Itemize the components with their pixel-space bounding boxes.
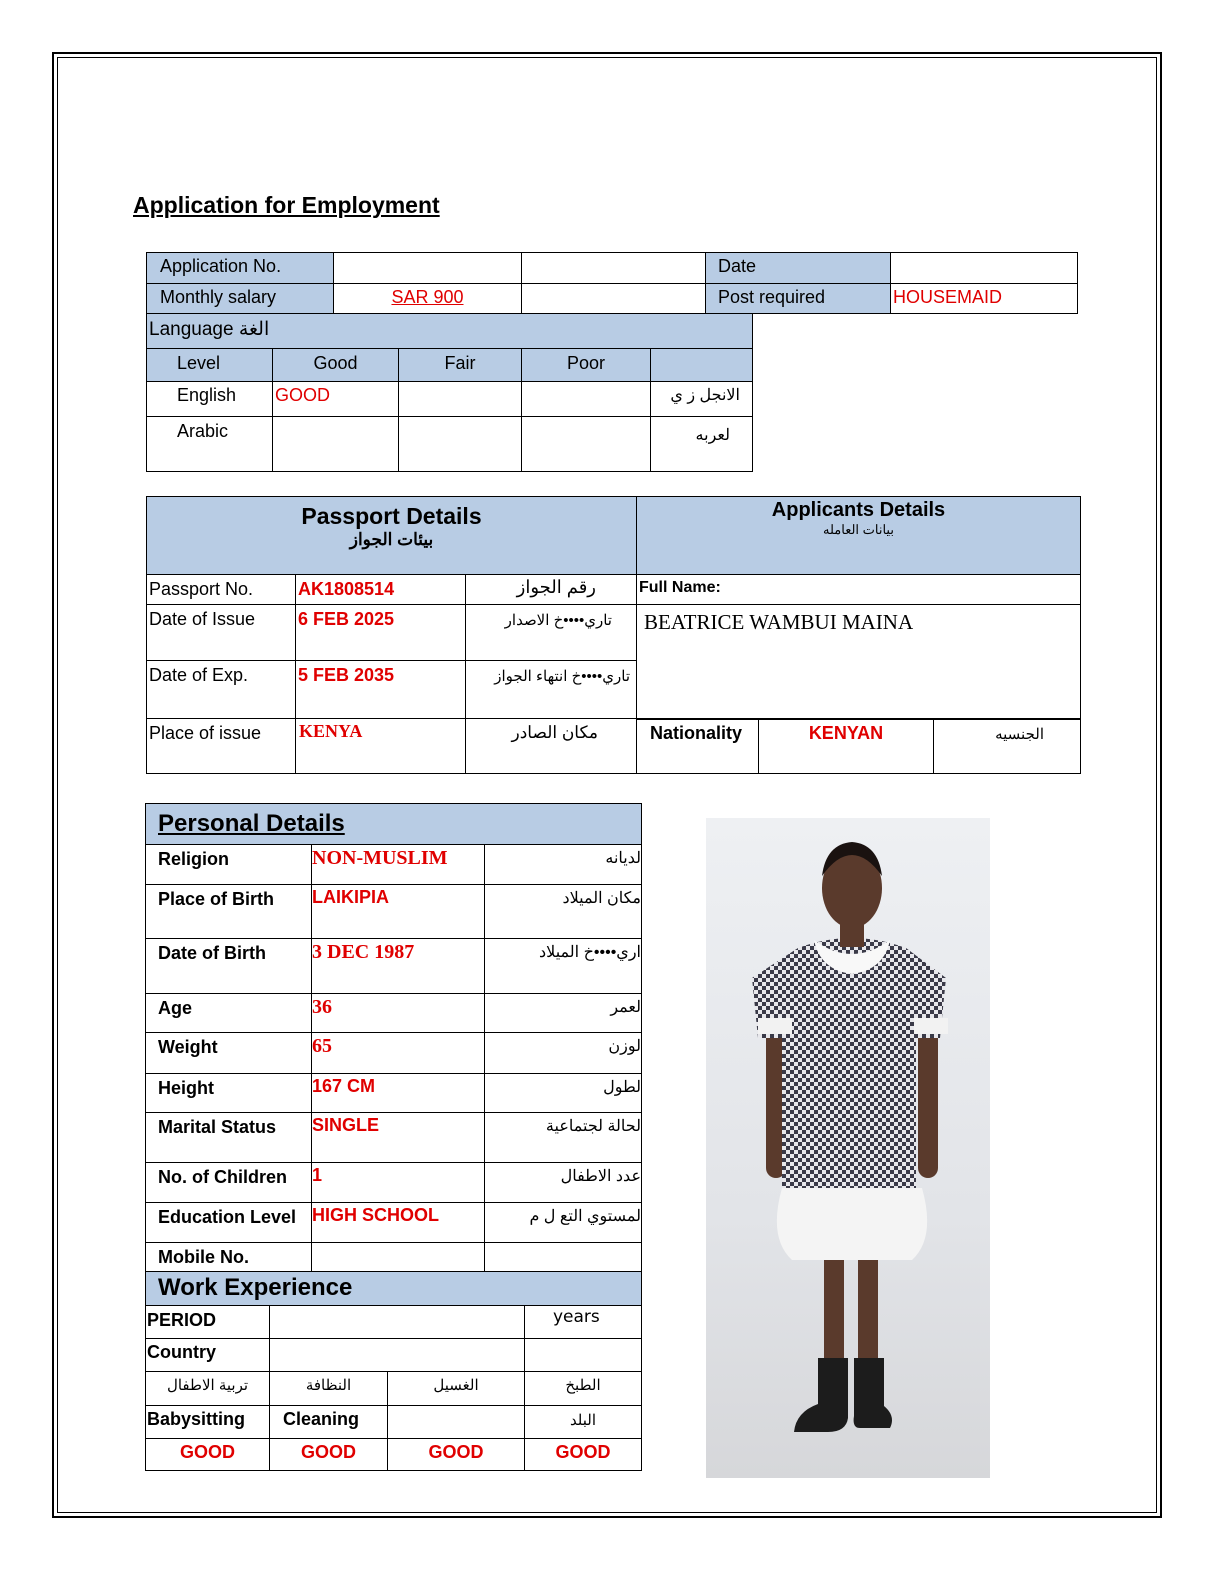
personal-value[interactable] — [311, 1242, 485, 1272]
lang-english-label: English — [146, 381, 273, 417]
personal-label: Weight — [145, 1032, 312, 1074]
language-heading: Language الغة — [146, 313, 753, 349]
lang-arabic-ar: لعربه — [650, 416, 753, 472]
place-issue-ar: مكان الصادر — [465, 718, 637, 774]
personal-label-ar: لحالة لجتماعية — [484, 1112, 642, 1163]
salary-value: SAR 900 — [391, 287, 464, 307]
cleaning-label: Cleaning — [269, 1405, 388, 1439]
personal-value[interactable]: 1 — [311, 1162, 485, 1203]
place-issue-label: Place of issue — [146, 718, 296, 774]
exp-date-label: Date of Exp. — [146, 660, 296, 719]
personal-label: Mobile No. — [145, 1242, 312, 1272]
rating-cleaning[interactable]: GOOD — [269, 1438, 388, 1471]
issue-date-ar: تاري••••خ الاصدار — [465, 604, 637, 661]
post-label: Post required — [705, 283, 891, 314]
lang-arabic-fair[interactable] — [398, 416, 522, 472]
date-field[interactable] — [890, 252, 1078, 284]
lang-english-fair[interactable] — [398, 381, 522, 417]
nationality-ar: الجنسيه — [933, 718, 1081, 774]
personal-heading: Personal Details — [145, 803, 642, 845]
passport-no-value[interactable]: AK1808514 — [295, 574, 466, 605]
applicant-heading-ar: بيانات العامله — [823, 522, 894, 537]
personal-value[interactable]: LAIKIPIA — [311, 884, 485, 939]
babysitting-label: Babysitting — [145, 1405, 270, 1439]
applicant-photo — [706, 818, 990, 1478]
years-label: years — [524, 1305, 642, 1339]
lang-arabic-label: Arabic — [146, 416, 273, 472]
applicant-heading: Applicants Details — [771, 499, 946, 521]
salary-field-2[interactable] — [521, 283, 706, 314]
rating-babysitting[interactable]: GOOD — [145, 1438, 270, 1471]
personal-label-ar: لطول — [484, 1073, 642, 1113]
passport-heading-ar: بيئات الجواز — [349, 530, 434, 549]
personal-label: Education Level — [145, 1202, 312, 1243]
fullname-value: BEATRICE WAMBUI MAINA — [644, 610, 914, 634]
skill-ar-washing: الغسيل — [387, 1371, 525, 1406]
passport-no-label: Passport No. — [146, 574, 296, 605]
fullname-field[interactable] — [636, 604, 1081, 720]
period-label: PERIOD — [145, 1305, 270, 1339]
work-heading: Work Experience — [145, 1271, 642, 1306]
place-issue-value[interactable]: KENYA — [295, 718, 466, 774]
personal-label: Place of Birth — [145, 884, 312, 939]
lang-english-good[interactable]: GOOD — [272, 381, 399, 417]
lang-english-ar: الانجل ز ي — [650, 381, 753, 417]
date-label: Date — [705, 252, 891, 284]
washing-field — [387, 1405, 525, 1439]
lang-col-level: Level — [146, 348, 273, 382]
exp-date-ar: تاري••••خ انتهاء الجواز — [465, 660, 637, 719]
personal-label: No. of Children — [145, 1162, 312, 1203]
personal-label-ar: لمستوي التع ل م — [484, 1202, 642, 1243]
salary-label: Monthly salary — [146, 283, 334, 314]
lang-col-blank — [650, 348, 753, 382]
personal-label: Height — [145, 1073, 312, 1113]
personal-label-ar: لوزن — [484, 1032, 642, 1074]
personal-label: Religion — [145, 844, 312, 885]
personal-label-ar: مكان الميلاد — [484, 884, 642, 939]
page-title: Application for Employment — [133, 192, 440, 218]
country-ar: البلد — [524, 1405, 642, 1439]
personal-value[interactable]: SINGLE — [311, 1112, 485, 1163]
country-field-2[interactable] — [524, 1338, 642, 1372]
period-field[interactable] — [269, 1305, 525, 1339]
personal-label-ar: اري••••خ الميلاد — [484, 938, 642, 994]
applicant-heading-cell — [636, 496, 1081, 575]
post-value[interactable]: HOUSEMAID — [890, 283, 1078, 314]
personal-label-ar: لعمر — [484, 993, 642, 1033]
applicant-figure — [706, 818, 990, 1478]
fullname-label: Full Name: — [636, 574, 1081, 605]
exp-date-value[interactable]: 5 FEB 2035 — [295, 660, 466, 719]
personal-value[interactable]: NON-MUSLIM — [311, 844, 485, 885]
app-no-label: Application No. — [146, 252, 334, 284]
personal-label: Date of Birth — [145, 938, 312, 994]
lang-arabic-poor[interactable] — [521, 416, 651, 472]
issue-date-value[interactable]: 6 FEB 2025 — [295, 604, 466, 661]
personal-value[interactable]: 65 — [311, 1032, 485, 1074]
personal-value[interactable]: 3 DEC 1987 — [311, 938, 485, 994]
issue-date-label: Date of Issue — [146, 604, 296, 661]
personal-label-ar: عدد الاطفال — [484, 1162, 642, 1203]
app-no-field[interactable] — [333, 252, 522, 284]
personal-label-ar: لديانه — [484, 844, 642, 885]
skill-ar-cleaning: النظافة — [269, 1371, 388, 1406]
lang-col-poor: Poor — [521, 348, 651, 382]
passport-heading-cell — [146, 496, 637, 575]
rating-washing[interactable]: GOOD — [387, 1438, 525, 1471]
salary-field[interactable] — [333, 283, 522, 314]
personal-value[interactable]: HIGH SCHOOL — [311, 1202, 485, 1243]
personal-value[interactable]: 36 — [311, 993, 485, 1033]
passport-no-ar: رقم الجواز — [465, 574, 637, 605]
personal-value[interactable]: 167 CM — [311, 1073, 485, 1113]
lang-col-good: Good — [272, 348, 399, 382]
personal-label-ar — [484, 1242, 642, 1272]
nationality-value[interactable]: KENYAN — [758, 718, 934, 774]
rating-cooking[interactable]: GOOD — [524, 1438, 642, 1471]
country-field[interactable] — [269, 1338, 525, 1372]
passport-heading: Passport Details — [301, 503, 482, 529]
personal-label: Age — [145, 993, 312, 1033]
lang-arabic-good[interactable] — [272, 416, 399, 472]
country-label: Country — [145, 1338, 270, 1372]
lang-english-poor[interactable] — [521, 381, 651, 417]
nationality-label: Nationality — [636, 718, 759, 774]
skill-ar-babysitting: تربية الاطفال — [145, 1371, 270, 1406]
skill-ar-cooking: الطبخ — [524, 1371, 642, 1406]
lang-col-fair: Fair — [398, 348, 522, 382]
personal-label: Marital Status — [145, 1112, 312, 1163]
app-no-field-2[interactable] — [521, 252, 706, 284]
